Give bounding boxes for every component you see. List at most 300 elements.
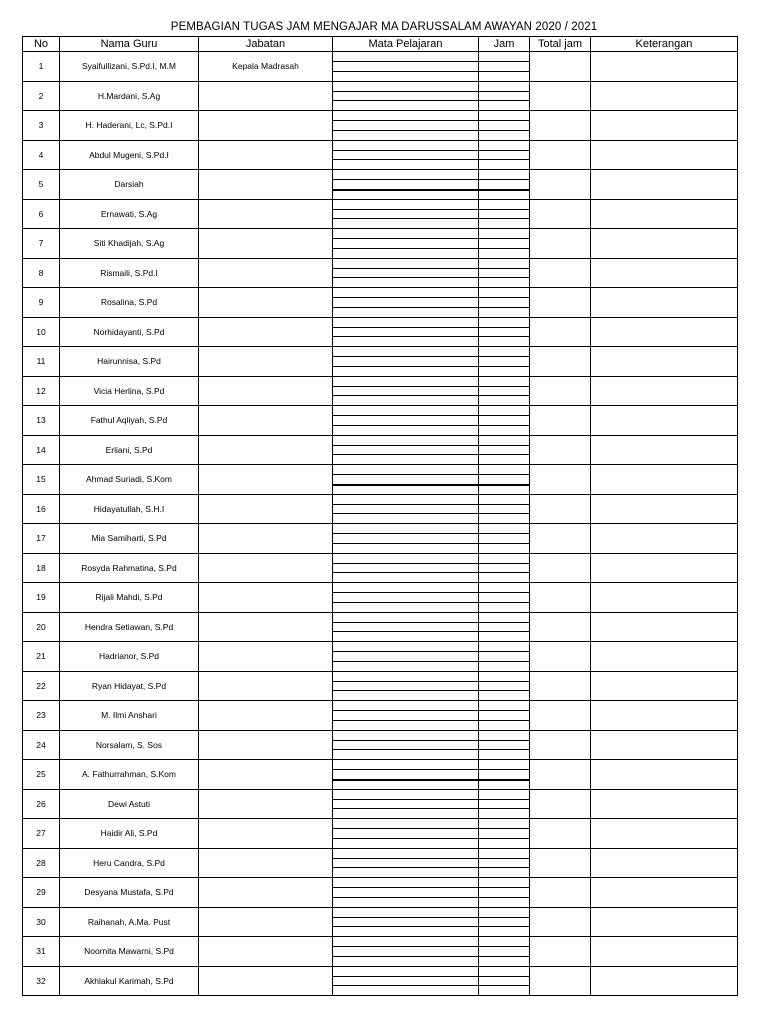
teacher-position	[199, 111, 333, 141]
sub-row-divider	[333, 356, 478, 357]
row-number: 4	[23, 140, 60, 170]
teacher-position	[199, 848, 333, 878]
sub-row-divider	[479, 91, 529, 92]
total-hours-cell	[530, 907, 591, 937]
header-jam: Jam	[479, 37, 530, 52]
teacher-name: Ahmad Suriadi, S.Kom	[60, 465, 199, 495]
subject-cell	[333, 494, 479, 524]
sub-row-divider	[479, 445, 529, 446]
sub-row-divider	[333, 563, 478, 564]
sub-row-divider	[479, 415, 529, 416]
sub-row-divider	[479, 769, 529, 770]
teacher-position	[199, 199, 333, 229]
sub-row-divider	[333, 602, 478, 603]
hours-cell	[479, 671, 530, 701]
sub-row-divider	[333, 100, 478, 101]
table-row	[23, 81, 738, 111]
sub-row-divider	[479, 917, 529, 918]
sub-row-divider	[479, 622, 529, 623]
teacher-name: Rismaili, S.Pd.I	[60, 258, 199, 288]
sub-row-divider	[479, 946, 529, 947]
subject-cell	[333, 258, 479, 288]
table-row	[23, 642, 738, 672]
hours-cell	[479, 52, 530, 82]
sub-row-divider	[479, 120, 529, 121]
subject-cell	[333, 111, 479, 141]
teacher-position	[199, 81, 333, 111]
subject-cell	[333, 347, 479, 377]
sub-row-divider	[479, 366, 529, 367]
sub-row-divider	[333, 366, 478, 367]
total-hours-cell	[530, 848, 591, 878]
teacher-position: Kepala Madrasah	[199, 52, 333, 82]
remarks-cell	[591, 81, 738, 111]
row-number: 19	[23, 583, 60, 613]
hours-cell	[479, 848, 530, 878]
sub-row-divider	[333, 710, 478, 711]
sub-row-divider	[479, 887, 529, 888]
subject-cell	[333, 966, 479, 996]
sub-row-divider	[479, 651, 529, 652]
teacher-name: Akhlakul Karimah, S.Pd	[60, 966, 199, 996]
sub-row-divider	[333, 415, 478, 416]
sub-row-divider	[479, 327, 529, 328]
table-header-row	[23, 37, 738, 52]
subject-cell	[333, 465, 479, 495]
sub-row-divider	[333, 808, 478, 809]
total-hours-cell	[530, 140, 591, 170]
hours-cell	[479, 494, 530, 524]
document-title: PEMBAGIAN TUGAS JAM MENGAJAR MA DARUSSALAM AWAYAN 2020 / 2021	[170, 21, 598, 33]
teacher-position	[199, 730, 333, 760]
row-number: 3	[23, 111, 60, 141]
teacher-position	[199, 258, 333, 288]
remarks-cell	[591, 170, 738, 200]
teacher-position	[199, 760, 333, 790]
sub-row-divider	[333, 268, 478, 269]
teacher-name: Norhidayanti, S.Pd	[60, 317, 199, 347]
hours-cell	[479, 81, 530, 111]
table-row	[23, 435, 738, 465]
teacher-position	[199, 642, 333, 672]
teacher-name: Vicia Herlina, S.Pd	[60, 376, 199, 406]
row-number: 25	[23, 760, 60, 790]
teacher-position	[199, 170, 333, 200]
sub-row-divider	[333, 474, 478, 475]
hours-cell	[479, 170, 530, 200]
row-number: 29	[23, 878, 60, 908]
table-row	[23, 465, 738, 495]
teacher-position	[199, 878, 333, 908]
hours-cell	[479, 878, 530, 908]
total-hours-cell	[530, 494, 591, 524]
total-hours-cell	[530, 583, 591, 613]
remarks-cell	[591, 229, 738, 259]
row-number: 5	[23, 170, 60, 200]
teacher-name: M. Ilmi Anshari	[60, 701, 199, 731]
total-hours-cell	[530, 199, 591, 229]
sub-row-divider	[479, 828, 529, 829]
sub-row-divider	[479, 307, 529, 308]
total-hours-cell	[530, 789, 591, 819]
row-number: 20	[23, 612, 60, 642]
subject-cell	[333, 229, 479, 259]
subject-cell	[333, 317, 479, 347]
total-hours-cell	[530, 937, 591, 967]
total-hours-cell	[530, 671, 591, 701]
table-row	[23, 583, 738, 613]
table-row	[23, 848, 738, 878]
table-row	[23, 229, 738, 259]
hours-cell	[479, 730, 530, 760]
row-number: 12	[23, 376, 60, 406]
remarks-cell	[591, 848, 738, 878]
sub-row-divider	[333, 740, 478, 741]
total-hours-cell	[530, 229, 591, 259]
subject-cell	[333, 937, 479, 967]
remarks-cell	[591, 258, 738, 288]
sub-row-divider	[479, 602, 529, 603]
sub-row-divider	[333, 425, 478, 426]
sub-row-divider	[333, 926, 478, 927]
hours-cell	[479, 347, 530, 377]
row-number: 31	[23, 937, 60, 967]
teacher-position	[199, 701, 333, 731]
remarks-cell	[591, 111, 738, 141]
remarks-cell	[591, 878, 738, 908]
subject-cell	[333, 848, 479, 878]
hours-cell	[479, 199, 530, 229]
total-hours-cell	[530, 553, 591, 583]
teacher-position	[199, 347, 333, 377]
sub-row-divider	[333, 681, 478, 682]
table-row	[23, 258, 738, 288]
table-row	[23, 52, 738, 82]
total-hours-cell	[530, 317, 591, 347]
remarks-cell	[591, 199, 738, 229]
sub-row-divider	[333, 572, 478, 573]
sub-row-divider	[479, 976, 529, 977]
subject-cell	[333, 671, 479, 701]
sub-row-divider	[333, 238, 478, 239]
sub-row-divider	[333, 690, 478, 691]
sub-row-divider	[479, 425, 529, 426]
table-row	[23, 789, 738, 819]
total-hours-cell	[530, 760, 591, 790]
hours-cell	[479, 642, 530, 672]
sub-row-divider	[479, 297, 529, 298]
teacher-position	[199, 553, 333, 583]
row-number: 7	[23, 229, 60, 259]
sub-row-divider	[479, 386, 529, 387]
remarks-cell	[591, 966, 738, 996]
teaching-schedule-table	[22, 36, 738, 996]
teacher-position	[199, 612, 333, 642]
sub-row-divider	[333, 897, 478, 898]
subject-cell	[333, 583, 479, 613]
sub-row-divider	[479, 179, 529, 180]
subject-cell	[333, 760, 479, 790]
subject-cell	[333, 642, 479, 672]
row-number: 23	[23, 701, 60, 731]
teacher-name: Rijali Mahdi, S.Pd	[60, 583, 199, 613]
sub-row-divider	[479, 130, 529, 131]
hours-cell	[479, 435, 530, 465]
hours-cell	[479, 229, 530, 259]
sub-row-divider	[333, 454, 478, 455]
table-row	[23, 494, 738, 524]
sub-row-divider	[479, 150, 529, 151]
sub-row-divider	[333, 71, 478, 72]
hours-cell	[479, 760, 530, 790]
total-hours-cell	[530, 111, 591, 141]
sub-row-divider	[479, 956, 529, 957]
sub-row-divider	[479, 661, 529, 662]
sub-row-divider	[479, 533, 529, 534]
total-hours-cell	[530, 642, 591, 672]
teacher-position	[199, 966, 333, 996]
hours-cell	[479, 966, 530, 996]
teacher-name: Norsalam, S. Sos	[60, 730, 199, 760]
sub-row-divider	[479, 209, 529, 210]
sub-row-divider	[479, 867, 529, 868]
sub-row-divider	[479, 100, 529, 101]
hours-cell	[479, 288, 530, 318]
sub-row-divider	[479, 159, 529, 160]
sub-row-divider	[479, 238, 529, 239]
subject-cell	[333, 406, 479, 436]
table-row	[23, 199, 738, 229]
header-jabatan: Jabatan	[199, 37, 333, 52]
subject-cell	[333, 819, 479, 849]
sub-row-divider	[333, 504, 478, 505]
table-row	[23, 612, 738, 642]
sub-row-divider	[333, 917, 478, 918]
remarks-cell	[591, 435, 738, 465]
sub-row-divider	[479, 474, 529, 475]
remarks-cell	[591, 642, 738, 672]
teacher-name: Ernawati, S.Ag	[60, 199, 199, 229]
teacher-position	[199, 435, 333, 465]
hours-cell	[479, 376, 530, 406]
sub-row-divider	[479, 248, 529, 249]
subject-cell	[333, 907, 479, 937]
row-number: 22	[23, 671, 60, 701]
teacher-position	[199, 229, 333, 259]
remarks-cell	[591, 288, 738, 318]
row-number: 30	[23, 907, 60, 937]
subject-cell	[333, 170, 479, 200]
row-number: 8	[23, 258, 60, 288]
total-hours-cell	[530, 465, 591, 495]
teacher-name: H. Haderani, Lc, S.Pd.I	[60, 111, 199, 141]
hours-cell	[479, 406, 530, 436]
row-number: 18	[23, 553, 60, 583]
sub-row-divider	[479, 592, 529, 593]
sub-row-divider	[333, 631, 478, 632]
sub-row-divider	[479, 749, 529, 750]
header-total-jam: Total jam	[530, 37, 591, 52]
remarks-cell	[591, 140, 738, 170]
header-no: No	[23, 37, 60, 52]
teacher-name: Abdul Mugeni, S.Pd.I	[60, 140, 199, 170]
hours-cell	[479, 317, 530, 347]
remarks-cell	[591, 317, 738, 347]
sub-row-divider	[333, 533, 478, 534]
row-number: 9	[23, 288, 60, 318]
remarks-cell	[591, 52, 738, 82]
total-hours-cell	[530, 819, 591, 849]
table-row	[23, 937, 738, 967]
teacher-name: Rosalina, S.Pd	[60, 288, 199, 318]
hours-cell	[479, 524, 530, 554]
teacher-name: Dewi Astuti	[60, 789, 199, 819]
sub-row-divider	[479, 454, 529, 455]
table-row	[23, 347, 738, 377]
subject-cell	[333, 199, 479, 229]
subject-cell	[333, 524, 479, 554]
row-number: 1	[23, 52, 60, 82]
sub-row-divider	[333, 543, 478, 544]
teacher-name: Darsiah	[60, 170, 199, 200]
teacher-name: Noornita Mawarni, S.Pd	[60, 937, 199, 967]
row-number: 24	[23, 730, 60, 760]
sub-row-divider	[479, 838, 529, 839]
sub-row-divider	[333, 61, 478, 62]
total-hours-cell	[530, 701, 591, 731]
row-number: 26	[23, 789, 60, 819]
sub-row-divider	[479, 572, 529, 573]
teacher-position	[199, 789, 333, 819]
remarks-cell	[591, 760, 738, 790]
remarks-cell	[591, 907, 738, 937]
sub-row-divider	[479, 858, 529, 859]
hours-cell	[479, 583, 530, 613]
sub-row-divider	[333, 248, 478, 249]
row-number: 27	[23, 819, 60, 849]
subject-cell	[333, 553, 479, 583]
subject-cell	[333, 376, 479, 406]
row-number: 6	[23, 199, 60, 229]
teacher-name: Hendra Setiawan, S.Pd	[60, 612, 199, 642]
sub-row-divider	[479, 395, 529, 396]
teacher-name: Hadrianor, S.Pd	[60, 642, 199, 672]
teacher-name: Rosyda Rahmatina, S.Pd	[60, 553, 199, 583]
sub-row-divider	[333, 386, 478, 387]
hours-cell	[479, 789, 530, 819]
row-number: 21	[23, 642, 60, 672]
sub-row-divider	[333, 838, 478, 839]
sub-row-divider	[479, 897, 529, 898]
row-number: 15	[23, 465, 60, 495]
remarks-cell	[591, 612, 738, 642]
total-hours-cell	[530, 170, 591, 200]
row-number: 13	[23, 406, 60, 436]
teacher-position	[199, 494, 333, 524]
sub-row-divider	[333, 651, 478, 652]
teacher-position	[199, 465, 333, 495]
subject-cell	[333, 878, 479, 908]
remarks-cell	[591, 819, 738, 849]
table-row	[23, 966, 738, 996]
teacher-name: Syaifullizani, S.Pd.I, M.M	[60, 52, 199, 82]
teacher-name: Fathul Aqliyah, S.Pd	[60, 406, 199, 436]
total-hours-cell	[530, 966, 591, 996]
header-nama-guru: Nama Guru	[60, 37, 199, 52]
sub-row-divider	[333, 189, 478, 191]
teacher-name: Ryan Hidayat, S.Pd	[60, 671, 199, 701]
remarks-cell	[591, 937, 738, 967]
row-number: 2	[23, 81, 60, 111]
sub-row-divider	[479, 71, 529, 72]
sub-row-divider	[479, 218, 529, 219]
subject-cell	[333, 612, 479, 642]
remarks-cell	[591, 494, 738, 524]
subject-cell	[333, 701, 479, 731]
sub-row-divider	[333, 661, 478, 662]
table-row	[23, 553, 738, 583]
remarks-cell	[591, 376, 738, 406]
sub-row-divider	[333, 779, 478, 781]
table-row	[23, 701, 738, 731]
table-row	[23, 730, 738, 760]
sub-row-divider	[333, 277, 478, 278]
teacher-name: H.Mardani, S.Ag	[60, 81, 199, 111]
remarks-cell	[591, 730, 738, 760]
sub-row-divider	[479, 631, 529, 632]
teacher-position	[199, 819, 333, 849]
table-row	[23, 376, 738, 406]
total-hours-cell	[530, 258, 591, 288]
teacher-position	[199, 288, 333, 318]
teacher-position	[199, 406, 333, 436]
sub-row-divider	[333, 297, 478, 298]
remarks-cell	[591, 701, 738, 731]
remarks-cell	[591, 347, 738, 377]
sub-row-divider	[333, 445, 478, 446]
sub-row-divider	[479, 356, 529, 357]
sub-row-divider	[333, 946, 478, 947]
sub-row-divider	[479, 563, 529, 564]
hours-cell	[479, 111, 530, 141]
table-row	[23, 671, 738, 701]
teacher-name: Raihanah, A.Ma. Pust	[60, 907, 199, 937]
hours-cell	[479, 701, 530, 731]
total-hours-cell	[530, 52, 591, 82]
remarks-cell	[591, 524, 738, 554]
sub-row-divider	[333, 887, 478, 888]
total-hours-cell	[530, 435, 591, 465]
sub-row-divider	[333, 720, 478, 721]
hours-cell	[479, 258, 530, 288]
sub-row-divider	[333, 769, 478, 770]
row-number: 10	[23, 317, 60, 347]
sub-row-divider	[333, 307, 478, 308]
remarks-cell	[591, 789, 738, 819]
total-hours-cell	[530, 406, 591, 436]
teacher-name: Mia Samiharti, S.Pd	[60, 524, 199, 554]
sub-row-divider	[333, 336, 478, 337]
row-number: 14	[23, 435, 60, 465]
sub-row-divider	[333, 799, 478, 800]
teacher-name: Haidir Ali, S.Pd	[60, 819, 199, 849]
hours-cell	[479, 937, 530, 967]
subject-cell	[333, 81, 479, 111]
total-hours-cell	[530, 288, 591, 318]
hours-cell	[479, 907, 530, 937]
teacher-name: Heru Candra, S.Pd	[60, 848, 199, 878]
sub-row-divider	[333, 130, 478, 131]
